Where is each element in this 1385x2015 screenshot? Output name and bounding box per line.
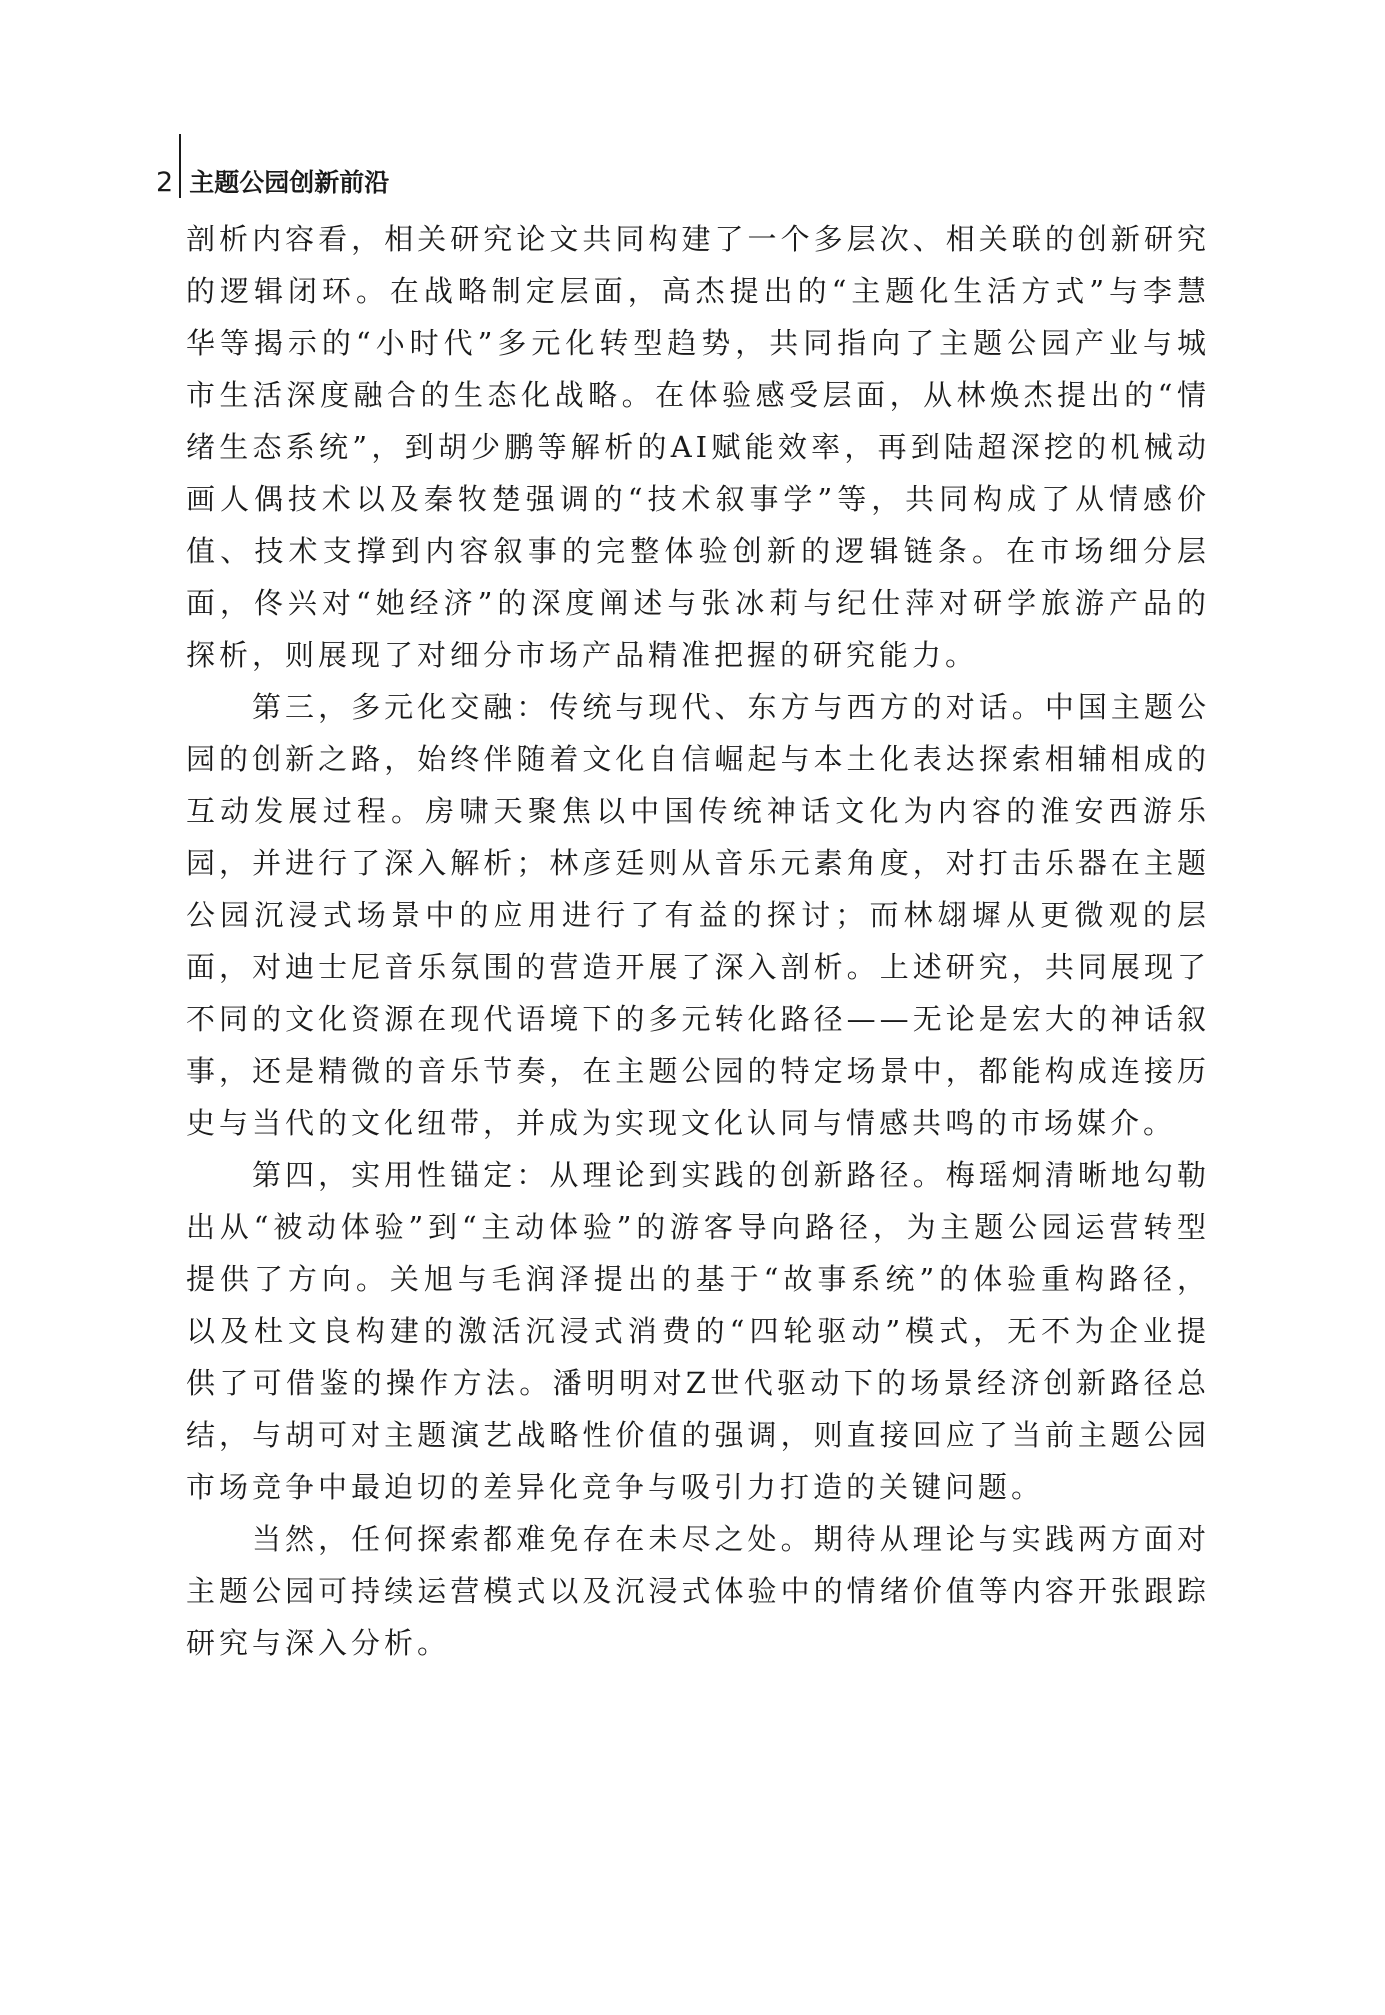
body-text [186, 213, 1210, 1669]
paragraph-2: 第三，多元化交融：传统与现代、东方与西方的对话。中国主题公园的创新之路，始终伴随着文化自信崛起与本土化表达探索相辅相成的互动发展过程。房啸天聚焦以中国传统神话文化为内容的淮安西游乐园，并进行了深入解析；林彦廷则从音乐元素角度，对打击乐器在主题公园沉浸式场景中的应用进行了有益的探讨；而林翃墀从更微观的层面，对迪士尼音乐氛围的营造开展了深入剖析。上述研究，共同展现了不同的文化资源在现代语境下的多元转化路径——无论是宏大的神话叙事，还是精微的音乐节奏，在主题公园的特定场景中，都能构成连接历史与当代的文化纽带，并成为实现文化认同与情感共鸣的市场媒介。 [186, 690, 1210, 1140]
paragraph-1: 剖析内容看，相关研究论文共同构建了一个多层次、相关联的创新研究的逻辑闭环。在战略制定层面，高杰提出的“主题化生活方式”与李慧华等揭示的“小时代”多元化转型趋势，共同指向了主题公园产业与城市生活深度融合的生态化战略。在体验感受层面，从林焕杰提出的“情绪生态系统”，到胡少鹏等解析的AI赋能效率，再到陆超深挖的机械动画人偶技术以及秦牧楚强调的“技术叙事学”等，共同构成了从情感价值、技术支撑到内容叙事的完整体验创新的逻辑链条。在市场细分层面，佟兴对“她经济”的深度阐述与张冰莉与纪仕萍对研学旅游产品的探析，则展现了对细分市场产品精准把握的研究能力。 [186, 222, 1210, 672]
paragraph-4: 当然，任何探索都难免存在未尽之处。期待从理论与实践两方面对主题公园可持续运营模式以及沉浸式体验中的情绪价值等内容开张跟踪研究与深入分析。 [186, 1522, 1210, 1660]
running-title: 主题公园创新前沿 [189, 168, 390, 197]
page-number: 2 [156, 167, 174, 198]
page-header [156, 134, 389, 198]
paragraph-3: 第四，实用性锚定：从理论到实践的创新路径。梅瑶炯清晰地勾勒出从“被动体验”到“主动体验”的游客导向路径，为主题公园运营转型提供了方向。关旭与毛润泽提出的基于“故事系统”的体验重构路径，以及杜文良构建的激活沉浸式消费的“四轮驱动”模式，无不为企业提供了可借鉴的操作方法。潘明明对Z世代驱动下的场景经济创新路径总结，与胡可对主题演艺战略性价值的强调，则直接回应了当前主题公园市场竞争中最迫切的差异化竞争与吸引力打造的关键问题。 [186, 1158, 1210, 1504]
